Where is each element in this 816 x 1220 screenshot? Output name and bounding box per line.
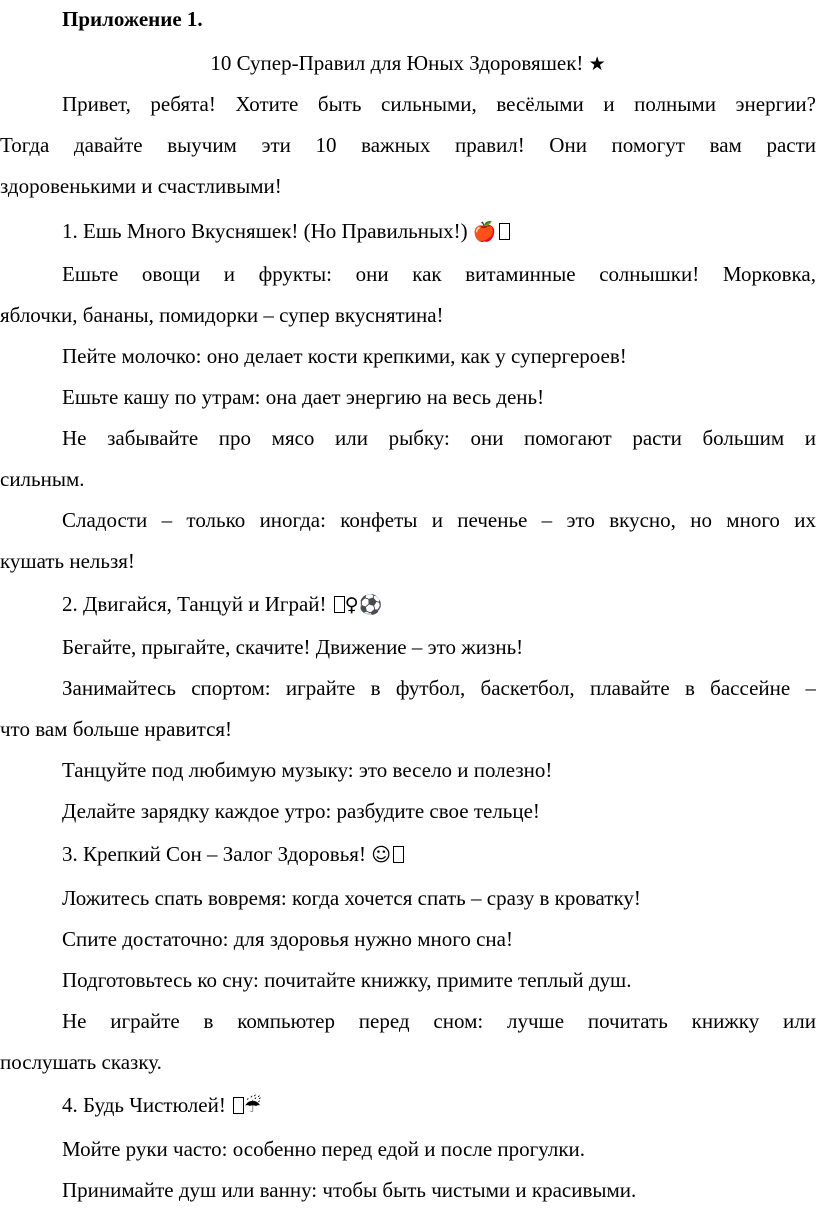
section-2-line: Танцуйте под любимую музыку: это весело и полезно! xyxy=(62,758,553,782)
shower-icon: ☔ xyxy=(244,1095,262,1117)
missing-glyph-icon xyxy=(499,223,510,240)
section-3-heading xyxy=(62,841,404,868)
section-1-line: Сладости – только иногда: конфеты и печенье – это вкусно, но много их xyxy=(62,508,816,532)
intro-line-3: здоровенькими и счастливыми! xyxy=(0,174,282,198)
document-title-text: 10 Супер-Правил для Юных Здоровяшек! xyxy=(210,51,584,75)
section-1-line: Пейте молочко: оно делает кости крепкими, как у супергероев! xyxy=(62,344,627,368)
section-2-line: Бегайте, прыгайте, скачите! Движение – это жизнь! xyxy=(62,635,524,659)
section-4-heading xyxy=(62,1092,261,1119)
section-4-heading-text: 4. Будь Чистюлей! xyxy=(62,1093,226,1117)
missing-glyph-icon xyxy=(334,596,345,613)
intro-line-2: Тогда давайте выучим эти 10 важных правил! Они помогут вам расти xyxy=(0,133,816,157)
section-3-line: Ложитесь спать вовремя: когда хочется спать – сразу в кроватку! xyxy=(62,886,641,910)
soccer-ball-icon: ⚽ xyxy=(358,594,383,616)
section-3-line: Не играйте в компьютер перед сном: лучше почитать книжку или xyxy=(62,1009,816,1033)
section-1-line: Ешьте кашу по утрам: она дает энергию на весь день! xyxy=(62,385,545,409)
section-2-line: Занимайтесь спортом: играйте в футбол, баскетбол, плавайте в бассейне – xyxy=(62,676,816,700)
section-1-line: сильным. xyxy=(0,467,85,491)
section-2-line: Делайте зарядку каждое утро: разбудите свое тельце! xyxy=(62,799,540,823)
section-2-heading-text: 2. Двигайся, Танцуй и Играй! xyxy=(62,592,327,616)
section-1-line: яблочки, бананы, помидорки – супер вкуснятина! xyxy=(0,303,444,327)
section-1-heading-text: 1. Ешь Много Вкусняшек! (Но Правильных!) xyxy=(62,219,468,243)
section-4-line: Принимайте душ или ванну: чтобы быть чистыми и красивыми. xyxy=(62,1178,637,1202)
document-title xyxy=(0,50,816,77)
smiling-face-icon: ☺ xyxy=(371,844,391,866)
section-3-line: Спите достаточно: для здоровья нужно много сна! xyxy=(62,927,513,951)
star-icon: ★ xyxy=(588,53,606,75)
section-4-line: Мойте руки часто: особенно перед едой и после прогулки. xyxy=(62,1137,586,1161)
section-1-line: кушать нельзя! xyxy=(0,549,135,573)
female-sign-icon: ♀ xyxy=(344,594,359,616)
intro-line-1: Привет, ребята! Хотите быть сильными, весёлыми и полными энергии? xyxy=(62,92,816,116)
section-2-heading xyxy=(62,591,382,618)
section-2-line: что вам больше нравится! xyxy=(0,717,233,741)
apple-icon: 🍎 xyxy=(472,221,497,243)
section-3-heading-text: 3. Крепкий Сон – Залог Здоровья! xyxy=(62,842,366,866)
missing-glyph-icon xyxy=(233,1097,244,1114)
section-3-line: послушать сказку. xyxy=(0,1050,162,1074)
section-3-line: Подготовьтесь ко сну: почитайте книжку, примите теплый душ. xyxy=(62,968,632,992)
missing-glyph-icon xyxy=(393,846,404,863)
appendix-title: Приложение 1. xyxy=(62,7,203,31)
section-1-heading xyxy=(62,218,510,245)
section-1-line: Не забывайте про мясо или рыбку: они помогают расти большим и xyxy=(62,426,816,450)
section-1-line: Ешьте овощи и фрукты: они как витаминные солнышки! Морковка, xyxy=(62,262,816,286)
